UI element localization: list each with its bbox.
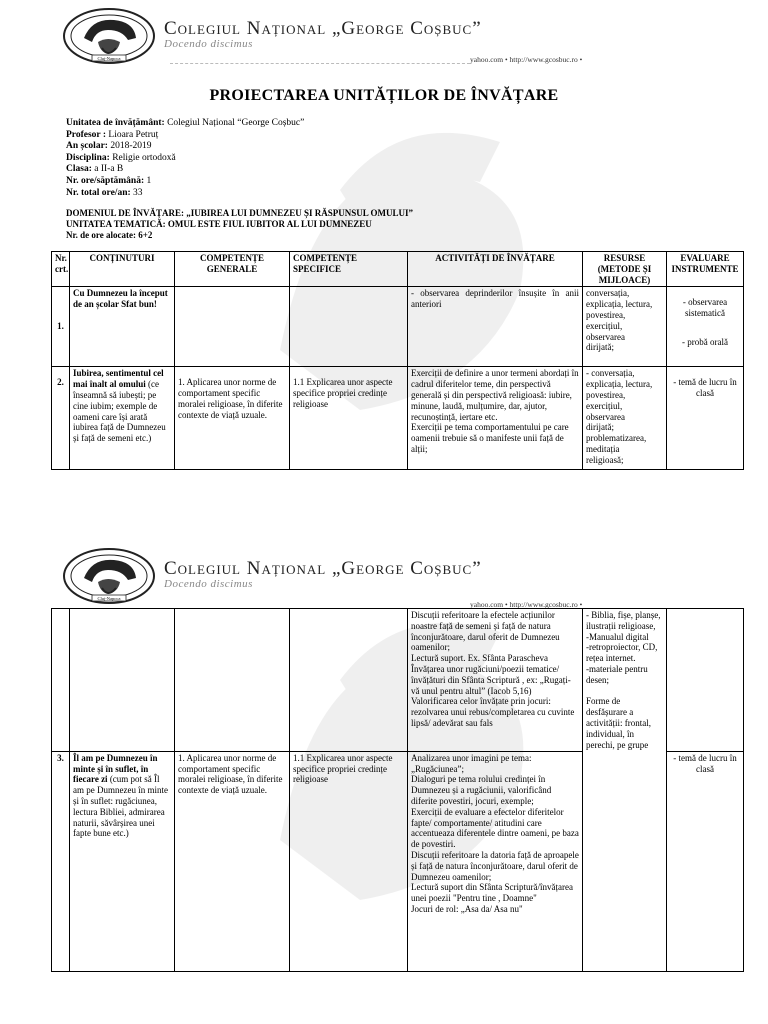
info-row-hours-week: Nr. ore/săptămână: 1	[66, 175, 152, 186]
header-divider	[170, 63, 470, 64]
header-comp-specifice: COMPETENȚE SPECIFICE	[290, 252, 408, 287]
header-resurse: RESURSE (METODE ȘI MIJLOACE)	[583, 252, 667, 287]
row2-comp-specifica: 1.1 Explicarea unor aspecte specifice propriei credințe religioase	[290, 367, 408, 470]
row1-evaluare-2: - probă orală	[682, 336, 728, 347]
row1-evaluare-1: - observarea sistematică	[682, 297, 728, 319]
page-1	[0, 0, 768, 500]
row2-comp-generala: 1. Aplicarea unor norme de comportament specific moralei religioase, în diferite contexte de viață uzuale.	[175, 367, 290, 470]
row3-continut: Îl am pe Dumnezeu în minte și în suflet, în fiecare zi (cum pot să Îl am pe Dumnezeu în minte și în suflet: rugăciunea, lectura Bibliei, admirarea naturii, săvârșirea unei fapte bune etc.)	[70, 751, 175, 971]
row3-evaluare: - temă de lucru în clasă	[667, 751, 744, 971]
row2cont-evaluare	[667, 609, 744, 752]
info-row-hours-year: Nr. total ore/an: 33	[66, 187, 143, 198]
row1-nr: 1.	[52, 287, 70, 367]
row2-resurse: - conversația, explicația, lectura, povestirea, exercițiul, observarea dirijată; problematizarea, meditația religioasă;	[583, 367, 667, 470]
school-name: Colegiul Național „George Coșbuc”	[164, 18, 482, 39]
hours-allocated-line: Nr. de ore alocate: 6+2	[66, 230, 153, 240]
logo-city-text: Cluj-Napoca	[97, 56, 121, 61]
row1-activitati: - observarea deprinderilor însușite în anii anteriori	[408, 287, 583, 367]
document-info	[66, 118, 304, 199]
info-row-subject: Disciplina: Religie ortodoxă	[66, 152, 176, 163]
table-row	[52, 609, 744, 752]
plan-table-page-2	[51, 608, 744, 972]
header-continuturi: CONȚINUTURI	[70, 252, 175, 287]
table-row	[52, 367, 744, 470]
plan-table-page-1	[51, 251, 744, 470]
header-evaluare: EVALUARE INSTRUMENTE	[667, 252, 744, 287]
table-header-row	[52, 252, 744, 287]
page-2	[0, 540, 768, 1024]
header-nr: Nr. crt.	[52, 252, 70, 287]
school-logo-icon	[62, 548, 156, 604]
row1-continut: Cu Dumnezeu la început de an școlar Sfat bun!	[70, 287, 175, 367]
row2cont-continut	[70, 609, 175, 752]
row2-activitati: Exerciții de definire a unor termeni abordați în cadrul diferitelor teme, din perspectivă generală și din perspectivă religioasă: iubire, minune, laudă, mulțumire, dar, ajutor, recunoștință, iertare etc. Exerciții pe tema comportamentului pe care oamenii trebuie să o manifeste unii față de alții;	[408, 367, 583, 470]
row3-comp-specifica: 1.1 Explicarea unor aspecte specifice propriei credințe religioase	[290, 751, 408, 971]
header-comp-generale: COMPETENȚE GENERALE	[175, 252, 290, 287]
header-contact: yahoo.com • http://www.gcosbuc.ro •	[470, 55, 583, 64]
school-motto: Docendo discimus	[164, 578, 253, 590]
info-row-class: Clasa: a II-a B	[66, 164, 124, 175]
row3-activitati: Analizarea unor imagini pe tema: „Rugăciunea”; Dialoguri pe tema rolului credinței în Dumnezeu și a rugăciunii, valorificând diferite povestiri, jocuri, exemple; Exerciții de evaluare a efectelor diferitelor fapte/ comportamente/ atitudini care accentueaza diferentele dintre oameni, pe baza de povestiri. Discuții referitoare la datoria față de aproapele și față de natura înconjurătoare, darul oferit de Dumnezeu oamenilor; Lectură suport din Sfânta Scriptură/învățarea unei poezii "Pentru tine , Doamne" Jocuri de rol: „Asa da/ Asa nu"	[408, 751, 583, 971]
row3-comp-generala: 1. Aplicarea unor norme de comportament specific moralei religioase, în diferite contexte de viață uzuale.	[175, 751, 290, 971]
row3-nr: 3.	[52, 751, 70, 971]
school-name: Colegiul Național „George Coșbuc”	[164, 558, 482, 579]
row1-evaluare	[667, 287, 744, 367]
header-activitati: ACTIVITĂȚI DE ÎNVĂȚARE	[408, 252, 583, 287]
row1-comp-generala	[175, 287, 290, 367]
row1-comp-specifica	[290, 287, 408, 367]
row2cont-activitati: Discuții referitoare la efectele acțiunilor noastre față de semeni și față de natura înconjurătoare, darul oferit de Dumnezeu oamenilor; Lectură suport. Ex. Sfânta Parascheva Învățarea unor rugăciuni/poezii tematice/învățături din Sfânta Scriptură , ex: „Rugați-vă unul pentru altul” (Iacob 5,16) Valorificarea celor învățate prin jocuri: rezolvarea unui rebus/completarea cu cuvinte lipsă/ adevărat sau fals	[408, 609, 583, 752]
row2-continut: Iubirea, sentimentul cel mai înalt al omului (ce înseamnă să iubești; pe cine iubim; exemple de oameni care își arată iubirea față de Dumnezeu și față de semeni etc.)	[70, 367, 175, 470]
row2-evaluare: - temă de lucru în clasă	[667, 367, 744, 470]
row2cont-comp-generala	[175, 609, 290, 752]
learning-domain	[66, 208, 413, 241]
table-row	[52, 287, 744, 367]
header-contact: yahoo.com • http://www.gcosbuc.ro •	[470, 600, 583, 609]
row2-nr: 2.	[52, 367, 70, 470]
info-row-teacher: Profesor : Lioara Petruț	[66, 129, 159, 140]
row3-resurse	[583, 751, 667, 971]
info-row-school: Unitatea de învățământ: Colegiul Național “George Coșbuc”	[66, 118, 305, 128]
table-row	[52, 751, 744, 971]
row2cont-nr	[52, 609, 70, 752]
row2cont-comp-specifica	[290, 609, 408, 752]
domain-line: DOMENIUL DE ÎNVĂȚARE: „IUBIREA LUI DUMNEZEU ȘI RĂSPUNSUL OMULUI”	[66, 208, 414, 218]
document-title: PROIECTAREA UNITĂȚILOR DE ÎNVĂȚARE	[209, 87, 559, 104]
theme-line: UNITATEA TEMATICĂ: OMUL ESTE FIUL IUBITOR AL LUI DUMNEZEU	[66, 219, 372, 229]
info-row-year: An școlar: 2018-2019	[66, 141, 152, 152]
row2cont-resurse: - Biblia, fișe, planșe, ilustrații religioase, -Manualul digital -retroproiector, CD, rețea internet. -materiale pentru desen; Forme de desfășurare a activității: frontal, individual, în perechi, pe grupe	[583, 609, 667, 752]
school-logo-icon	[62, 8, 156, 64]
school-motto: Docendo discimus	[164, 38, 253, 50]
logo-city-text: Cluj-Napoca	[97, 596, 121, 601]
row1-resurse: conversația, explicația, lectura, povestirea, exercițiul, observarea dirijată;	[583, 287, 667, 367]
